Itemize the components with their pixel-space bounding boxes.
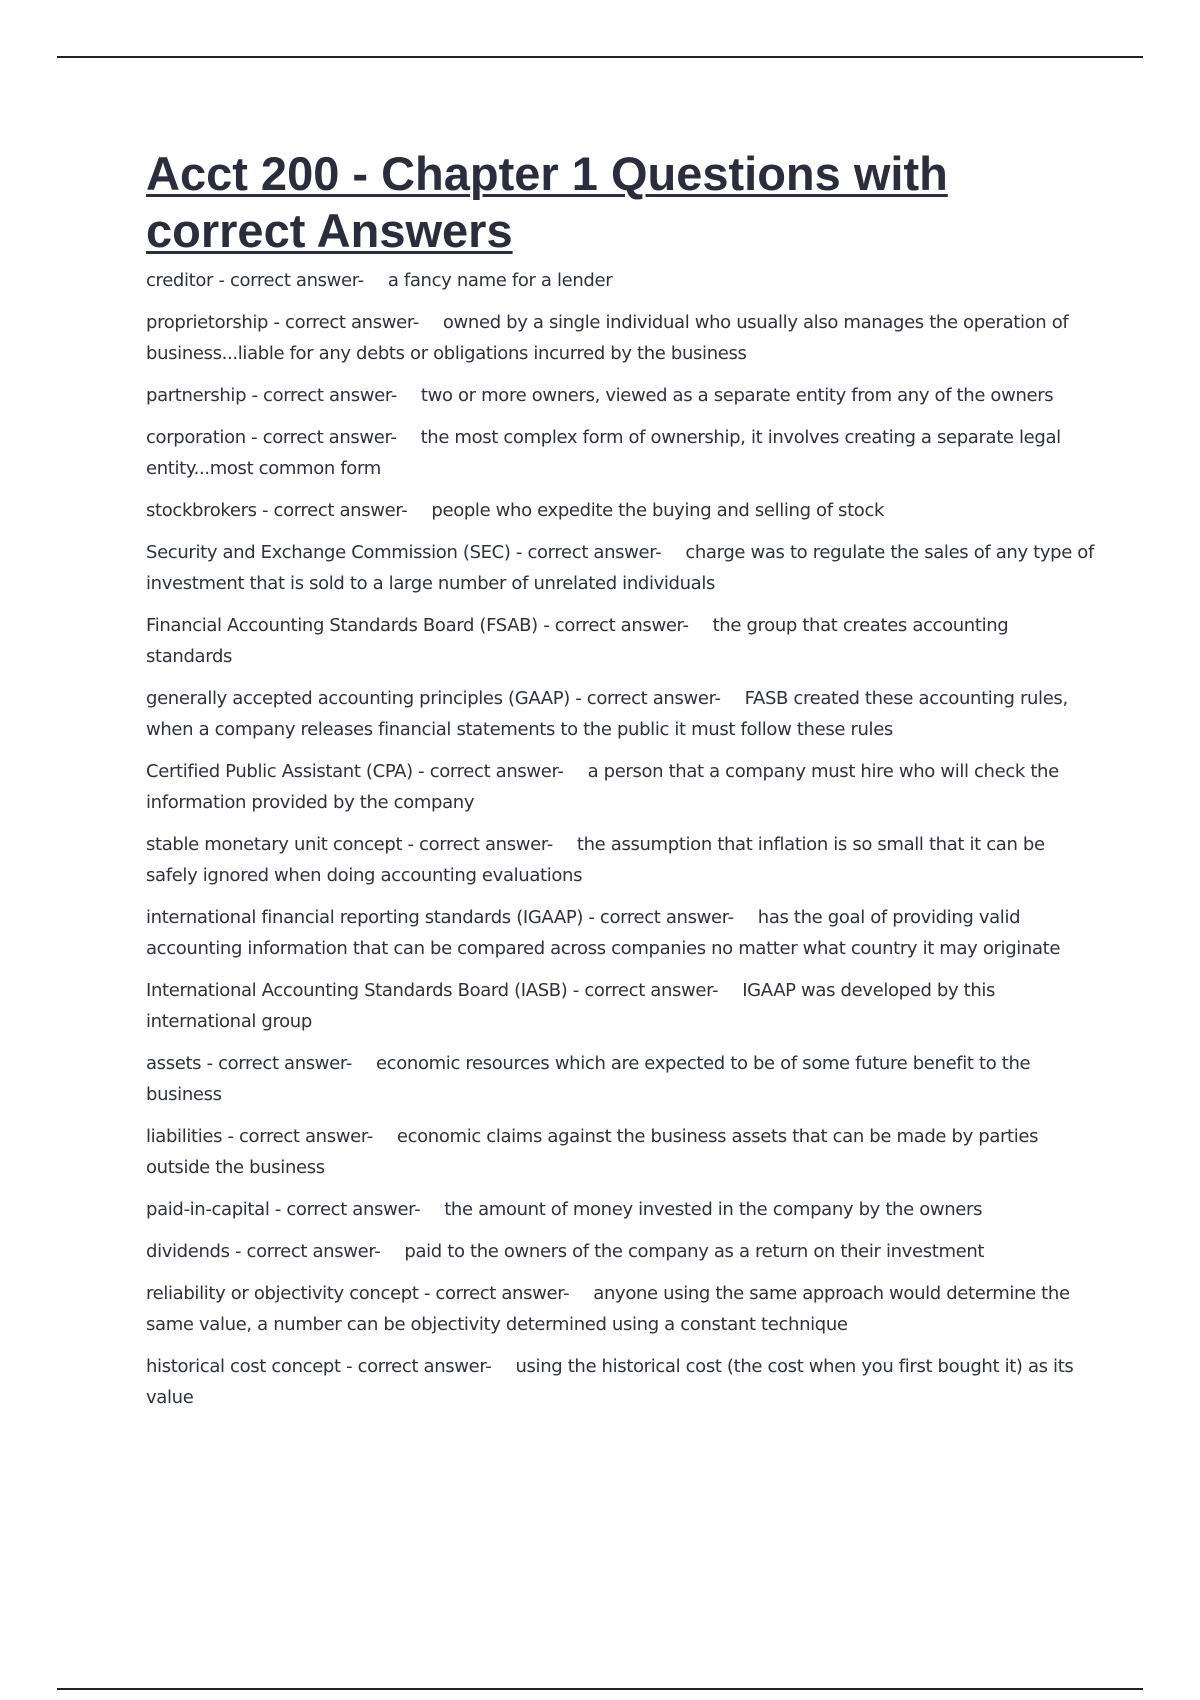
qa-term: creditor - correct answer-	[146, 270, 364, 291]
qa-definition: owned by a single individual who usually also manages the operation of business...liable for any debts or obligations incurred by the business	[146, 312, 1069, 364]
qa-definition: paid to the owners of the company as a return on their investment	[404, 1241, 985, 1262]
qa-entry	[146, 1194, 1096, 1225]
qa-term: dividends - correct answer-	[146, 1241, 381, 1262]
qa-term: historical cost concept - correct answer-	[146, 1356, 492, 1377]
qa-term: reliability or objectivity concept - correct answer-	[146, 1283, 570, 1304]
qa-term: liabilities - correct answer-	[146, 1126, 373, 1147]
qa-term: generally accepted accounting principles (GAAP) - correct answer-	[146, 688, 721, 709]
qa-definition: anyone using the same approach would determine the same value, a number can be objectivity determined using a constant technique	[146, 1283, 1070, 1335]
qa-definition: the assumption that inflation is so small that it can be safely ignored when doing accounting evaluations	[146, 834, 1045, 886]
qa-definition: a person that a company must hire who will check the information provided by the company	[146, 761, 1059, 813]
qa-definition: a fancy name for a lender	[387, 270, 613, 291]
qa-term: Financial Accounting Standards Board (FSAB) - correct answer-	[146, 615, 689, 636]
qa-entry	[146, 1278, 1096, 1340]
qa-definition: IGAAP was developed by this international group	[146, 980, 996, 1032]
qa-entry	[146, 307, 1096, 369]
qa-entry	[146, 829, 1096, 891]
qa-term: Security and Exchange Commission (SEC) - correct answer-	[146, 542, 662, 563]
qa-term: International Accounting Standards Board (IASB) - correct answer-	[146, 980, 719, 1001]
qa-definition: people who expedite the buying and selling of stock	[431, 500, 885, 521]
qa-term: partnership - correct answer-	[146, 385, 397, 406]
qa-definition: the most complex form of ownership, it involves creating a separate legal entity...most common form	[146, 427, 1061, 479]
qa-list	[146, 265, 1096, 1413]
bottom-divider	[57, 1688, 1143, 1690]
qa-term: Certified Public Assistant (CPA) - correct answer-	[146, 761, 564, 782]
document-body	[146, 145, 1096, 1424]
qa-entry	[146, 380, 1096, 411]
qa-entry	[146, 902, 1096, 964]
qa-entry	[146, 683, 1096, 745]
qa-entry	[146, 1048, 1096, 1110]
qa-term: assets - correct answer-	[146, 1053, 352, 1074]
qa-term: proprietorship - correct answer-	[146, 312, 419, 333]
qa-definition: has the goal of providing valid accounting information that can be compared across companies no matter what country it may originate	[146, 907, 1061, 959]
qa-entry	[146, 265, 1096, 296]
qa-entry	[146, 756, 1096, 818]
qa-entry	[146, 975, 1096, 1037]
qa-entry	[146, 610, 1096, 672]
qa-term: stable monetary unit concept - correct answer-	[146, 834, 553, 855]
qa-entry	[146, 495, 1096, 526]
qa-definition: two or more owners, viewed as a separate entity from any of the owners	[420, 385, 1054, 406]
qa-definition: charge was to regulate the sales of any type of investment that is sold to a large number of unrelated individuals	[146, 542, 1094, 594]
qa-definition: economic resources which are expected to be of some future benefit to the business	[146, 1053, 1031, 1105]
qa-entry	[146, 1351, 1096, 1413]
qa-entry	[146, 1236, 1096, 1267]
qa-term: stockbrokers - correct answer-	[146, 500, 408, 521]
qa-term: paid-in-capital - correct answer-	[146, 1199, 421, 1220]
qa-definition: using the historical cost (the cost when you first bought it) as its value	[146, 1356, 1074, 1408]
top-divider	[57, 56, 1143, 58]
qa-term: international financial reporting standards (IGAAP) - correct answer-	[146, 907, 734, 928]
qa-entry	[146, 537, 1096, 599]
qa-term: corporation - correct answer-	[146, 427, 397, 448]
qa-definition: economic claims against the business assets that can be made by parties outside the business	[146, 1126, 1039, 1178]
qa-definition: the amount of money invested in the company by the owners	[444, 1199, 983, 1220]
qa-entry	[146, 422, 1096, 484]
qa-definition: the group that creates accounting standards	[146, 615, 1009, 667]
document-title: Acct 200 - Chapter 1 Questions with correct Answers	[146, 147, 948, 257]
qa-entry	[146, 1121, 1096, 1183]
qa-definition: FASB created these accounting rules, when a company releases financial statements to the public it must follow these rules	[146, 688, 1068, 740]
